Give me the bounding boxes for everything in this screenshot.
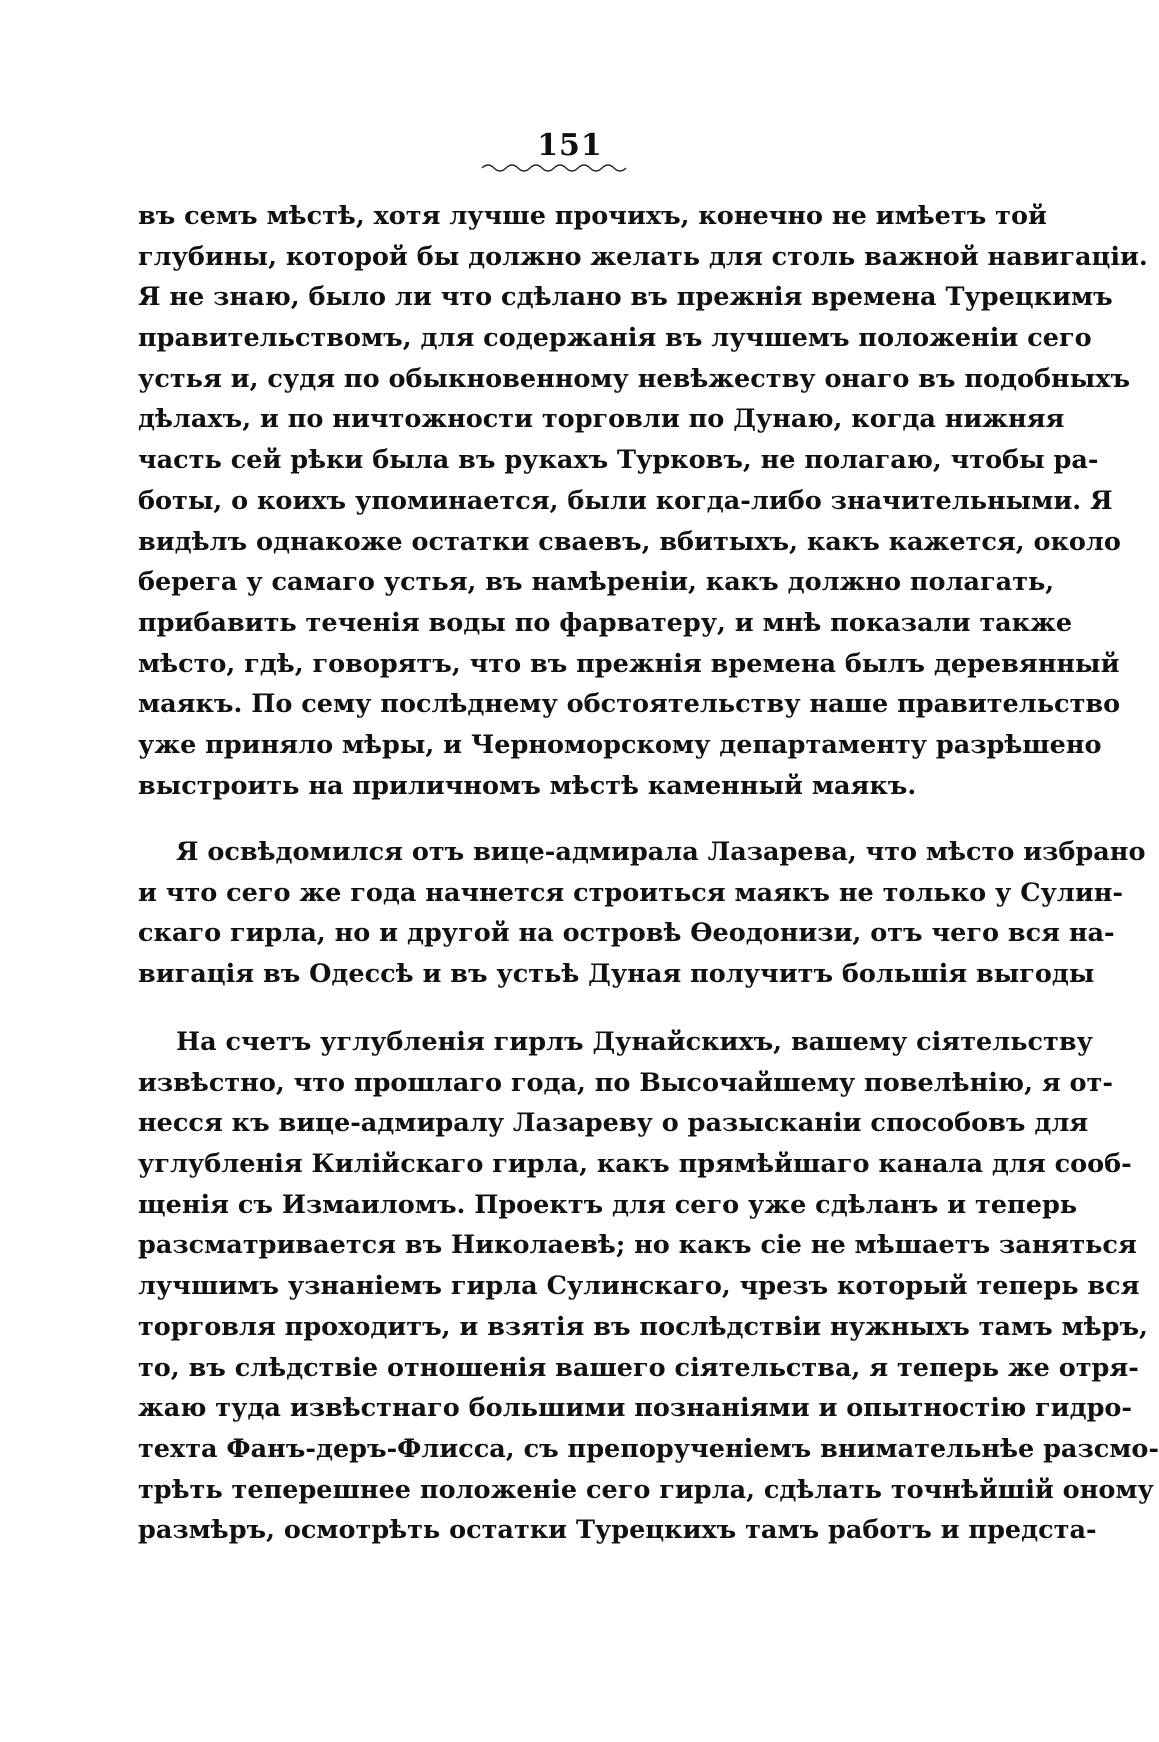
text-line: На счетъ углубленія гирлъ Дунайскихъ, вашему сіятельству <box>176 1027 1093 1057</box>
text-line: правительствомъ, для содержанія въ лучшемъ положеніи сего <box>138 323 1092 354</box>
text-line: жаю туда извѣстнаго большими познаніями и опытностію гидро- <box>138 1393 1133 1424</box>
text-line: щенія съ Измаиломъ. Проектъ для сего уже сдѣланъ и теперь <box>138 1189 1078 1220</box>
text-line: скаго гирла, но и другой на островѣ Ѳеодонизи, отъ чего вся на- <box>138 918 1115 949</box>
text-line: дѣлахъ, и по ничтожности торговли по Дунаю, когда нижняя <box>138 404 1065 435</box>
decorative-rule-icon <box>480 160 630 174</box>
text-line: и что сего же года начнется строиться маякъ не только у Сулин- <box>138 877 1123 908</box>
text-line: лучшимъ узнаніемъ гирла Сулинскаго, чрезъ который теперь вся <box>138 1271 1140 1302</box>
text-line: въ семъ мѣстѣ, хотя лучше прочихъ, конечно не имѣетъ той <box>138 201 1047 231</box>
text-line: углубленія Килійскаго гирла, какъ прямѣйшаго канала для сооб- <box>138 1149 1132 1180</box>
text-line: торговля проходитъ, и взятія въ послѣдствіи нужныхъ тамъ мѣръ, <box>138 1311 1148 1342</box>
text-line: устья и, судя по обыкновенному невѣжеству онаго въ подобныхъ <box>138 363 1131 394</box>
text-line: вигація въ Одессѣ и въ устьѣ Дуная получитъ большія выгоды <box>138 959 1095 990</box>
text-line: техта Фанъ-деръ-Флисса, съ препорученіемъ внимательнѣе разсмо- <box>138 1433 1159 1464</box>
text-line: глубины, которой бы должно желать для столь важной навигаціи. <box>138 241 1148 272</box>
text-line: разсматривается въ Николаевѣ; но какъ сіе не мѣшаетъ заняться <box>138 1230 1137 1261</box>
text-line: боты, о коихъ упоминается, были когда-либо значительными. Я <box>138 485 1113 516</box>
text-line: маякъ. По сему послѣднему обстоятельству наше правительство <box>138 689 1121 720</box>
paragraph-3 <box>138 1022 1159 1551</box>
text-line: уже приняло мѣры, и Черноморскому департаменту разрѣшено <box>138 729 1102 760</box>
text-line: Я освѣдомился отъ вице-адмирала Лазарева, что мѣсто избрано <box>176 837 1146 867</box>
text-line: Я не знаю, было ли что сдѣлано въ прежнія времена Турецкимъ <box>138 282 1113 313</box>
text-line: видѣлъ однакоже остатки сваевъ, вбитыхъ, какъ кажется, около <box>138 526 1121 557</box>
paragraph-1 <box>138 196 1148 806</box>
text-line: извѣстно, что прошлаго года, по Высочайшему повелѣнію, я от- <box>138 1067 1113 1098</box>
text-line: то, въ слѣдствіе отношенія вашего сіятельства, я теперь же отря- <box>138 1352 1139 1383</box>
text-line: размѣръ, осмотрѣть остатки Турецкихъ тамъ работъ и предста- <box>138 1515 1097 1546</box>
text-line: прибавить теченія воды по фарватеру, и мнѣ показали также <box>138 607 1073 638</box>
text-line: выстроить на приличномъ мѣстѣ каменный маякъ. <box>138 770 917 801</box>
text-line: несся къ вице-адмиралу Лазареву о разысканіи способовъ для <box>138 1108 1089 1139</box>
page-number: 151 <box>537 128 603 163</box>
text-line: мѣсто, гдѣ, говорятъ, что въ прежнія времена былъ деревянный <box>138 648 1120 679</box>
text-line: берега у самаго устья, въ намѣреніи, какъ должно полагать, <box>138 567 1055 598</box>
text-line: часть сей рѣки была въ рукахъ Турковъ, не полагаю, чтобы ра- <box>138 445 1099 476</box>
paragraph-2 <box>138 832 1146 995</box>
text-line: трѣть теперешнее положеніе сего гирла, сдѣлать точнѣйшій оному <box>138 1474 1154 1505</box>
